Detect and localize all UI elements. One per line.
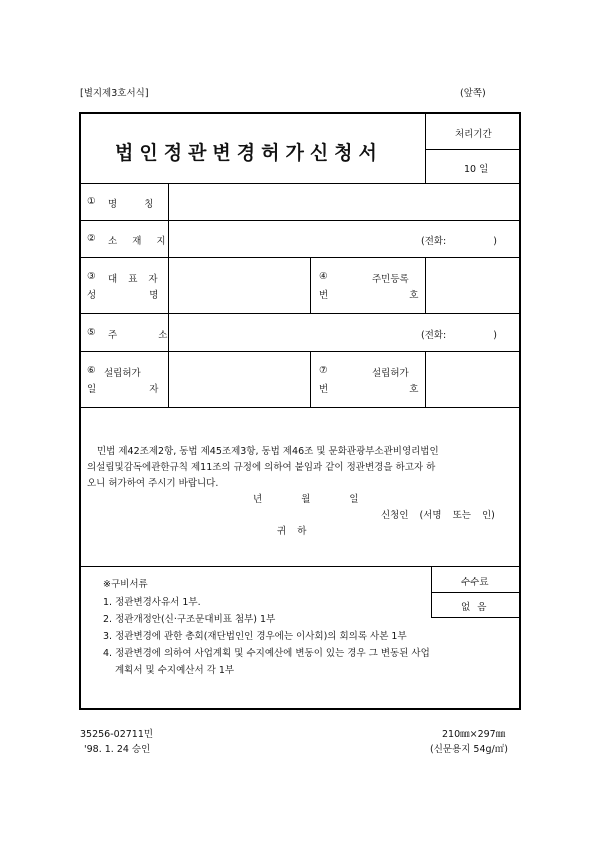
establishment-date-input[interactable] bbox=[170, 353, 308, 405]
paper-size: 210㎜×297㎜ bbox=[442, 729, 506, 740]
field-number: ⑦ bbox=[319, 365, 328, 376]
divider bbox=[81, 566, 521, 567]
date-line: 년 월 일 bbox=[253, 494, 359, 505]
phone-label: (전화: ) bbox=[421, 236, 497, 247]
establishment-date-label-2: 일 자 bbox=[87, 384, 159, 395]
approval-date: '98. 1. 24 승인 bbox=[84, 744, 151, 755]
divider bbox=[425, 114, 426, 183]
statement-line: 의설립및감독에관한규칙 제11조의 규정에 의하여 붙임과 같이 정관변경을 하고자 하 bbox=[87, 462, 436, 473]
list-item-continued: 계획서 및 수지예산서 각 1부 bbox=[115, 665, 235, 676]
field-number: ⑤ bbox=[87, 327, 96, 338]
list-item: 3. 정관변경에 관한 총회(재단법인인 경우에는 이사회)의 회의록 사본 1부 bbox=[103, 631, 407, 642]
field-number: ⑥ bbox=[87, 365, 96, 376]
establishment-date-label: 설립허가 bbox=[104, 368, 141, 379]
divider bbox=[425, 149, 521, 150]
statement-text bbox=[87, 444, 517, 492]
location-label: 소 재 지 bbox=[108, 236, 166, 247]
divider bbox=[81, 183, 521, 184]
divider bbox=[425, 257, 426, 313]
establishment-number-label: 설립허가 bbox=[372, 368, 409, 379]
application-form bbox=[79, 112, 521, 710]
processing-period-value: 10 일 bbox=[464, 164, 489, 175]
form-number: [별지제3호서식] bbox=[80, 88, 149, 99]
resident-number-input[interactable] bbox=[427, 259, 519, 311]
divider bbox=[310, 257, 311, 313]
divider bbox=[431, 592, 521, 593]
representative-name-label: 성 명 bbox=[87, 290, 159, 301]
divider bbox=[81, 407, 521, 408]
statement-line: 오니 허가하여 주시기 바랍니다. bbox=[87, 478, 219, 489]
phone-label: (전화: ) bbox=[421, 330, 497, 341]
divider bbox=[310, 351, 311, 407]
form-title: 법인정관변경허가신청서 bbox=[115, 142, 383, 164]
form-code: 35256-02711민 bbox=[80, 729, 154, 740]
page-side-label: (앞쪽) bbox=[460, 88, 486, 99]
resident-number-label: 주민등록 bbox=[372, 274, 409, 285]
field-number: ② bbox=[87, 233, 96, 244]
divider bbox=[168, 183, 169, 407]
fee-value: 없 음 bbox=[461, 602, 487, 613]
applicant-line: 신청인 (서명 또는 인) bbox=[381, 510, 495, 521]
representative-input[interactable] bbox=[170, 259, 308, 311]
divider bbox=[431, 566, 432, 617]
establishment-number-label-2: 번 호 bbox=[319, 384, 419, 395]
divider bbox=[81, 351, 521, 352]
establishment-number-input[interactable] bbox=[427, 353, 519, 405]
divider bbox=[81, 313, 521, 314]
recipient-line: 귀 하 bbox=[277, 526, 307, 537]
field-number: ③ bbox=[87, 271, 96, 282]
name-label: 명 칭 bbox=[108, 199, 154, 210]
list-item: 2. 정관개정안(신·구조문대비표 첨부) 1부 bbox=[103, 614, 276, 625]
field-number: ① bbox=[87, 196, 96, 207]
resident-number-label-2: 번 호 bbox=[319, 290, 419, 301]
divider bbox=[425, 351, 426, 407]
location-input[interactable] bbox=[170, 222, 410, 255]
name-input[interactable] bbox=[170, 185, 519, 218]
list-item: 4. 정관변경에 의하여 사업계획 및 수지예산에 변동이 있는 경우 그 변동된 사업 bbox=[103, 648, 430, 659]
fee-label: 수수료 bbox=[461, 577, 489, 588]
required-docs-list bbox=[103, 594, 430, 679]
divider bbox=[81, 257, 521, 258]
divider bbox=[431, 617, 521, 618]
address-label: 주 소 bbox=[108, 330, 168, 341]
required-docs-heading: ※구비서류 bbox=[103, 579, 148, 590]
paper-type: (신문용지 54g/㎡) bbox=[430, 744, 508, 755]
divider bbox=[81, 220, 521, 221]
address-input[interactable] bbox=[170, 315, 410, 349]
field-number: ④ bbox=[319, 271, 328, 282]
statement-line: 민법 제42조제2항, 동법 제45조제3항, 동법 제46조 및 문화관광부소관비영리법인 bbox=[97, 446, 439, 457]
representative-label: 대 표 자 bbox=[108, 274, 158, 285]
processing-period-label: 처리기간 bbox=[455, 129, 492, 140]
list-item: 1. 정관변경사유서 1부. bbox=[103, 597, 201, 608]
